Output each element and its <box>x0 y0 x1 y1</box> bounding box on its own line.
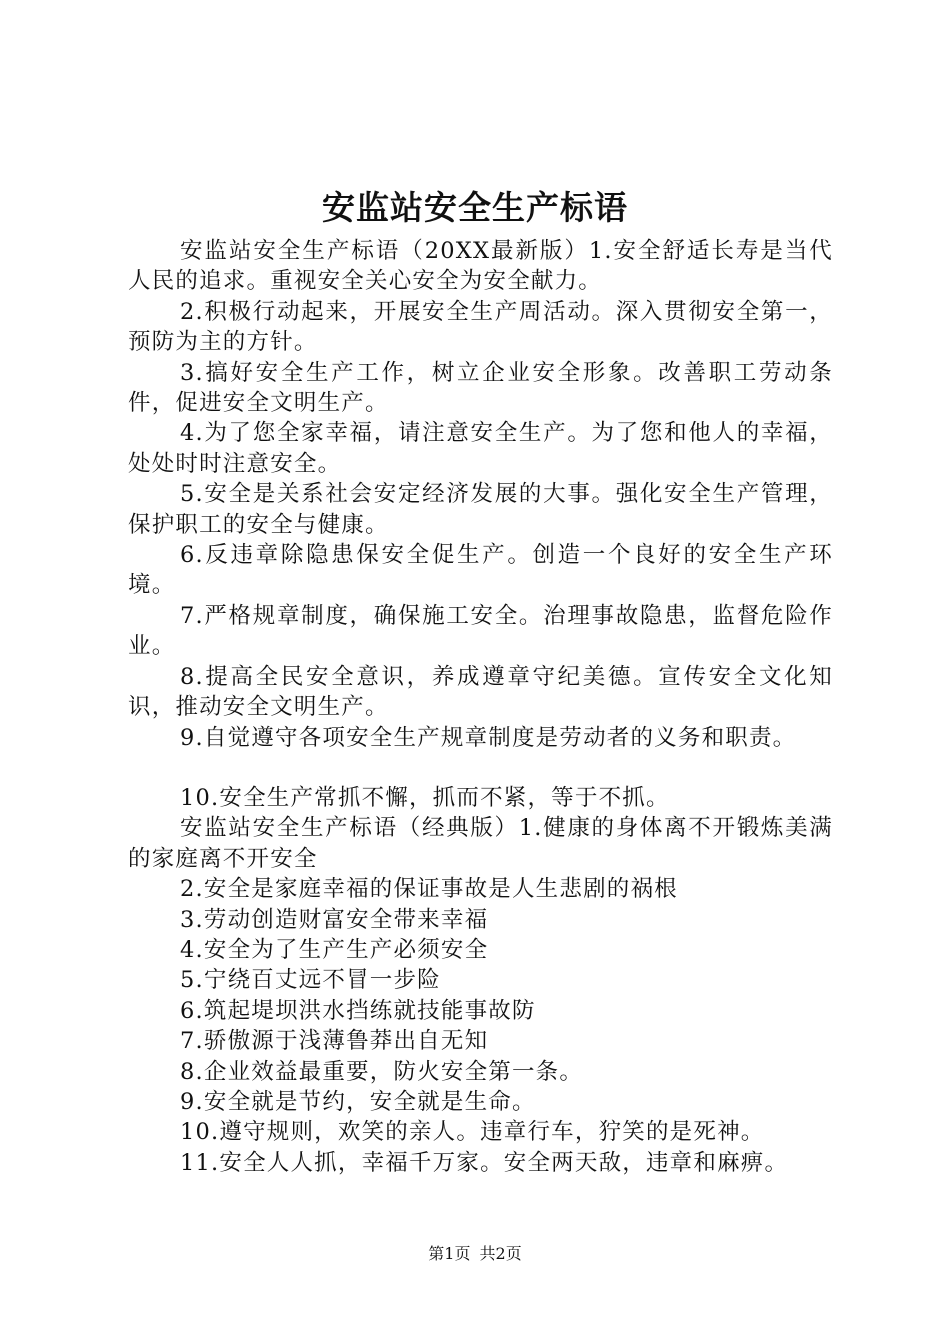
paragraph: 安监站安全生产标语（20XX最新版）1.安全舒适长寿是当代人民的追求。重视安全关心安全为安全献力。 <box>128 238 833 295</box>
page-number: 第1页 <box>428 1244 471 1263</box>
paragraph: 7.严格规章制度，确保施工安全。治理事故隐患，监督危险作业。 <box>128 602 833 660</box>
paragraph: 安监站安全生产标语（经典版）1.健康的身体离不开锻炼美满的家庭离不开安全 <box>128 815 833 872</box>
paragraph: 9.安全就是节约，安全就是生命。 <box>180 1088 536 1115</box>
paragraph: 8.企业效益最重要，防火安全第一条。 <box>180 1058 584 1085</box>
paragraph: 10.安全生产常抓不懈，抓而不紧，等于不抓。 <box>180 784 670 811</box>
paragraph: 7.骄傲源于浅薄鲁莽出自无知 <box>180 1028 489 1055</box>
paragraph: 2.安全是家庭幸福的保证事故是人生悲剧的祸根 <box>180 876 678 903</box>
paragraph: 5.安全是关系社会安定经济发展的大事。强化安全生产管理，保护职工的安全与健康。 <box>128 481 833 538</box>
paragraph: 3.劳动创造财富安全带来幸福 <box>180 906 489 933</box>
paragraph: 9.自觉遵守各项安全生产规章制度是劳动者的义务和职责。 <box>180 724 797 751</box>
paragraph: 10.遵守规则，欢笑的亲人。违章行车，狞笑的是死神。 <box>180 1119 765 1146</box>
document-title: 安监站安全生产标语 <box>322 188 628 227</box>
page-footer <box>0 1243 950 1265</box>
paragraph: 11.安全人人抓，幸福千万家。安全两天敌，违章和麻痹。 <box>180 1149 789 1176</box>
page-total: 共2页 <box>479 1244 522 1263</box>
paragraph: 3.搞好安全生产工作，树立企业安全形象。改善职工劳动条件，促进安全文明生产。 <box>128 359 833 417</box>
paragraph: 8.提高全民安全意识，养成遵章守纪美德。宣传安全文化知识，推动安全文明生产。 <box>128 663 833 721</box>
paragraph: 6.反违章除隐患保安全促生产。创造一个良好的安全生产环境。 <box>128 542 833 599</box>
paragraph: 5.宁绕百丈远不冒一步险 <box>180 967 441 994</box>
document-body <box>128 236 833 1178</box>
paragraph: 4.安全为了生产生产必须安全 <box>180 936 489 963</box>
paragraph: 4.为了您全家幸福，请注意安全生产。为了您和他人的幸福，处处时时注意安全。 <box>128 420 833 477</box>
paragraph: 2.积极行动起来，开展安全生产周活动。深入贯彻安全第一，预防为主的方针。 <box>128 298 833 356</box>
paragraph: 6.筑起堤坝洪水挡练就技能事故防 <box>180 997 536 1024</box>
